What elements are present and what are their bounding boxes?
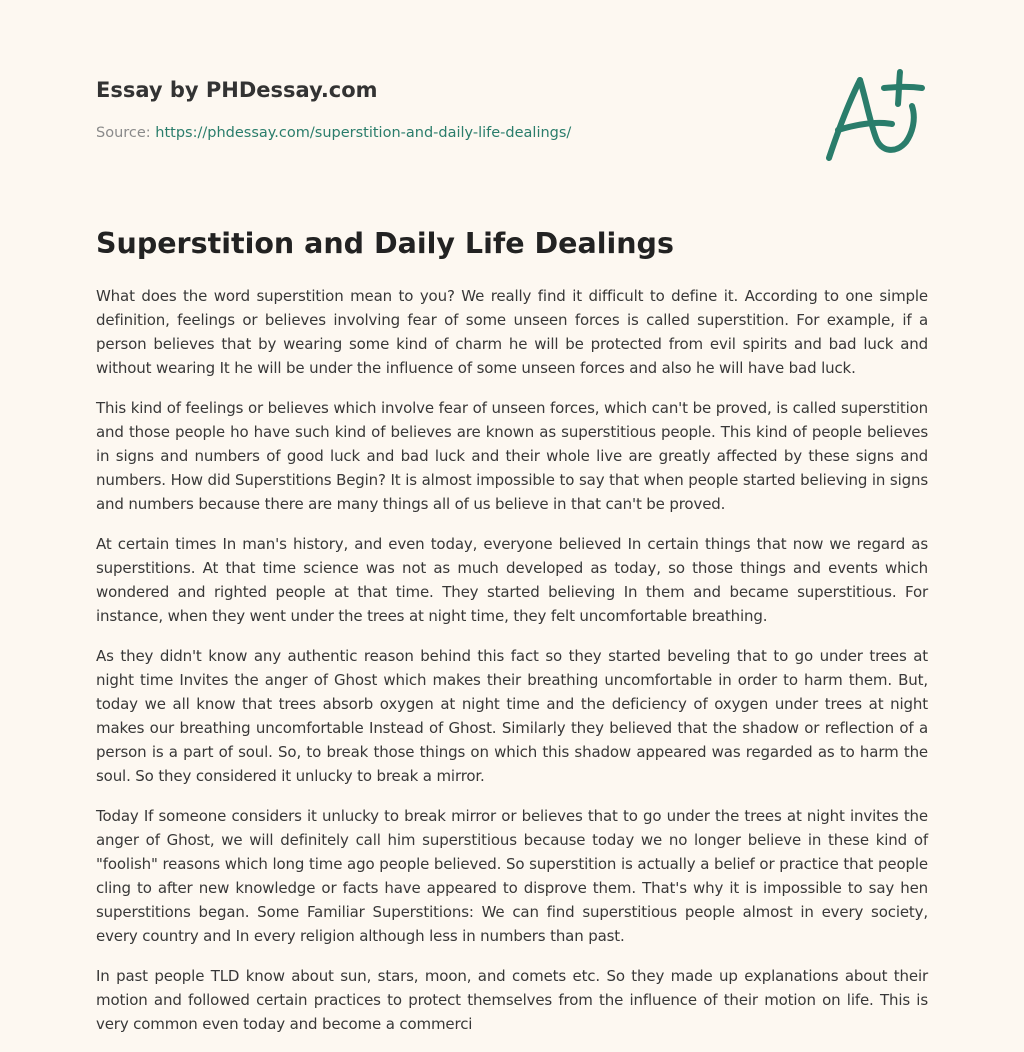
- essay-paragraph: At certain times In man's history, and even today, everyone believed In certain things that now we regard as superstitions. At that time science was not as much developed as today, so those things and events which wondered and righted people at that time. They started believing In them and became superstitious. For instance, when they went under the trees at night time, they felt uncomfortable breathing.: [96, 535, 928, 625]
- source-label: Source:: [96, 125, 151, 141]
- essay-body: [96, 284, 928, 1052]
- essay-paragraph: Today If someone considers it unlucky to break mirror or believes that to go under the trees at night invites the anger of Ghost, we will definitely call him superstitious because today we no longer believe in these kind of "foolish" reasons which long time ago people believed. So superstition is actually a belief or practice that people cling to after new knowledge or facts have appeared to disprove them. That's why it is impossible to say hen superstitions began. Some Familiar Superstitions: We can find superstitious people almost in every society, every country and In every religion although less in numbers than past.: [96, 807, 928, 945]
- page-header: [96, 74, 796, 144]
- essay-title: Superstition and Daily Life Dealings: [96, 227, 674, 260]
- brand-title: Essay by PHDessay.com: [96, 78, 378, 102]
- essay-paragraph: In past people TLD know about sun, stars, moon, and comets etc. So they made up explanations about their motion and followed certain practices to protect themselves from the influence of their motion on life. This is very common even today and become a commerci: [96, 967, 928, 1033]
- source-line: [96, 122, 796, 144]
- a-plus-logo-icon: [818, 66, 930, 166]
- source-link[interactable]: https://phdessay.com/superstition-and-daily-life-dealings/: [155, 125, 572, 141]
- essay-paragraph: This kind of feelings or believes which involve fear of unseen forces, which can't be proved, is called superstition and those people ho have such kind of believes are known as superstitious people. This kind of people believes in signs and numbers of good luck and bad luck and their whole live are greatly affected by these signs and numbers. How did Superstitions Begin? It is almost impossible to say that when people started believing in signs and numbers because there are many things all of us believe in that can't be proved.: [96, 399, 928, 513]
- essay-paragraph: What does the word superstition mean to you? We really find it difficult to define it. According to one simple definition, feelings or believes involving fear of some unseen forces is called superstition. For example, if a person believes that by wearing some kind of charm he will be protected from evil spirits and bad luck and without wearing It he will be under the influence of some unseen forces and also he will have bad luck.: [96, 287, 928, 377]
- essay-paragraph: As they didn't know any authentic reason behind this fact so they started beveling that to go under trees at night time Invites the anger of Ghost which makes their breathing uncomfortable in order to harm them. But, today we all know that trees absorb oxygen at night time and the deficiency of oxygen under trees at night makes our breathing uncomfortable Instead of Ghost. Similarly they believed that the shadow or reflection of a person is a part of soul. So, to break those things on which this shadow appeared was regarded as to harm the soul. So they considered it unlucky to break a mirror.: [96, 647, 928, 785]
